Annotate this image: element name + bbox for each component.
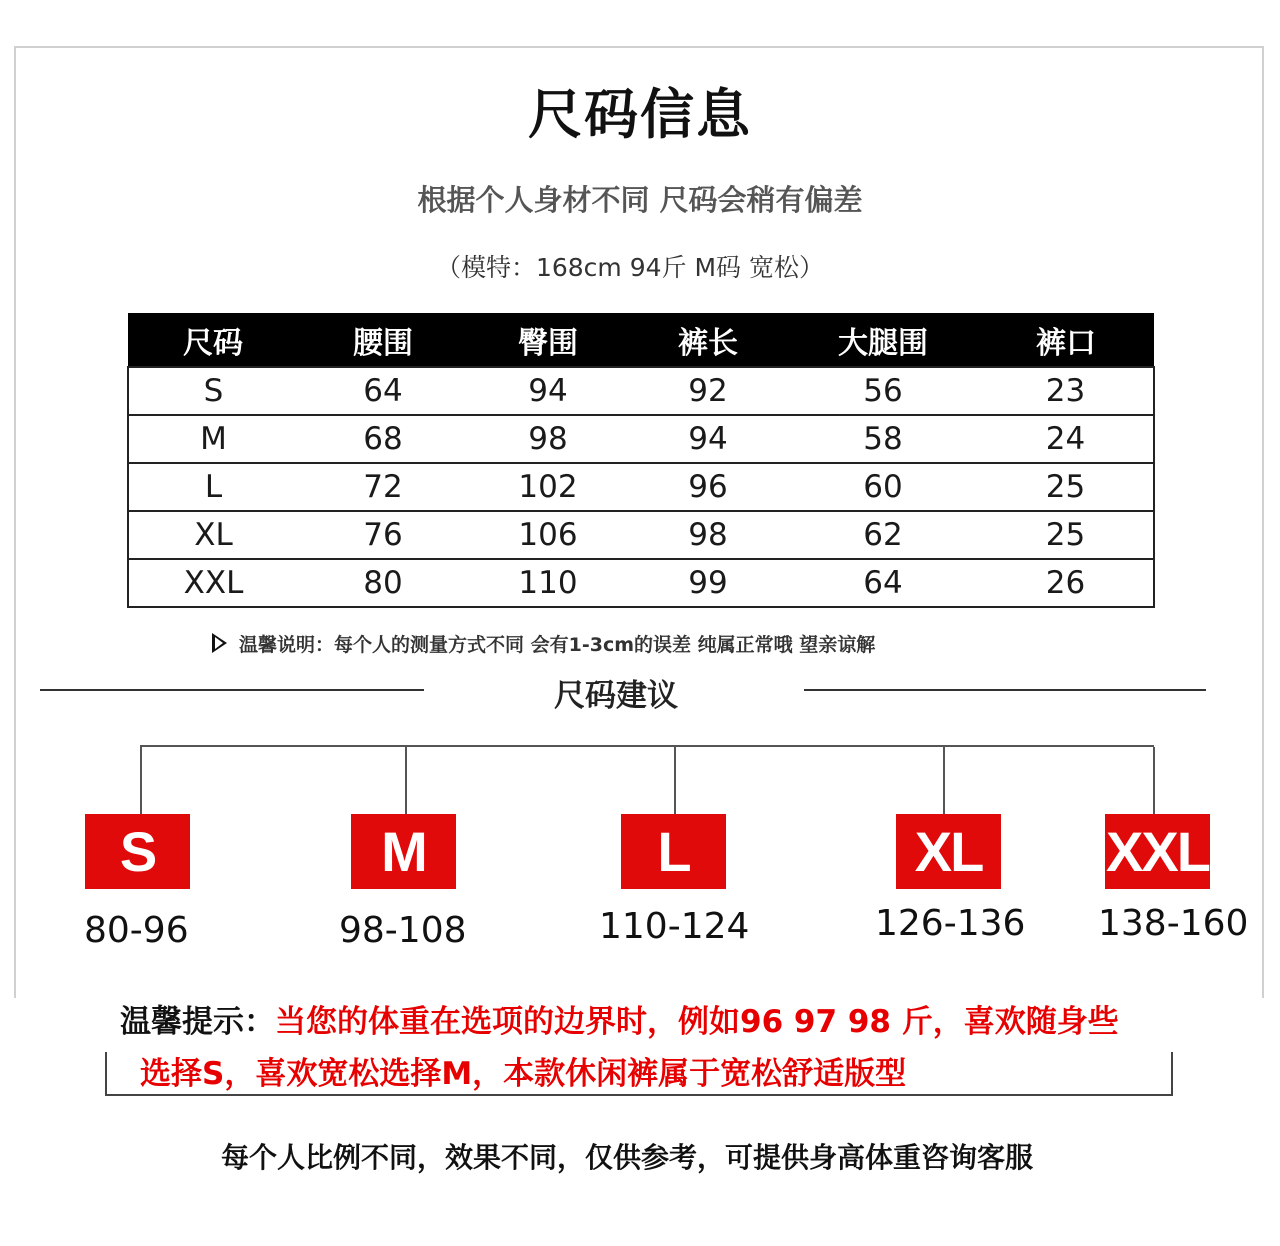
table-cell: 102 bbox=[468, 463, 628, 511]
table-cell: 64 bbox=[298, 367, 468, 415]
page-title: 尺码信息 bbox=[528, 83, 752, 146]
table-cell: 58 bbox=[788, 415, 978, 463]
table-cell: 25 bbox=[978, 463, 1154, 511]
table-header-row bbox=[128, 313, 1154, 367]
table-row bbox=[128, 559, 1154, 607]
size-badge-xxl: XXL bbox=[1105, 814, 1210, 889]
table-cell: 62 bbox=[788, 511, 978, 559]
table-row bbox=[128, 463, 1154, 511]
model-info: （模特：168cm 94斤 M码 宽松） bbox=[435, 253, 825, 282]
advice-section-title: 尺码建议 bbox=[554, 678, 678, 714]
size-connector-line bbox=[140, 747, 142, 815]
table-cell: 80 bbox=[298, 559, 468, 607]
size-connector-line bbox=[1153, 747, 1155, 815]
table-cell: L bbox=[128, 463, 298, 511]
column-header-thigh: 大腿围 bbox=[788, 313, 978, 367]
page-subtitle: 根据个人身材不同 尺码会稍有偏差 bbox=[417, 183, 863, 217]
table-row bbox=[128, 511, 1154, 559]
weight-range-s: 80-96 bbox=[84, 910, 189, 951]
table-cell: 26 bbox=[978, 559, 1154, 607]
table-cell: 92 bbox=[628, 367, 788, 415]
size-connector-line bbox=[943, 747, 945, 815]
table-cell: 24 bbox=[978, 415, 1154, 463]
table-cell: 106 bbox=[468, 511, 628, 559]
play-triangle-icon bbox=[212, 633, 227, 653]
table-cell: 94 bbox=[628, 415, 788, 463]
table-row bbox=[128, 415, 1154, 463]
size-connector-line bbox=[674, 747, 676, 815]
table-cell: 96 bbox=[628, 463, 788, 511]
weight-range-m: 98-108 bbox=[339, 910, 467, 951]
table-cell: 99 bbox=[628, 559, 788, 607]
table-cell: 72 bbox=[298, 463, 468, 511]
table-cell: 56 bbox=[788, 367, 978, 415]
table-cell: 25 bbox=[978, 511, 1154, 559]
weight-range-xxl: 138-160 bbox=[1098, 903, 1249, 944]
tip-line-1: 当您的体重在选项的边界时，例如96 97 98 斤，喜欢随身些 bbox=[275, 1004, 1119, 1040]
size-badge-xl: XL bbox=[896, 814, 1001, 889]
size-badge-m: M bbox=[351, 814, 456, 889]
table-cell: XXL bbox=[128, 559, 298, 607]
table-cell: XL bbox=[128, 511, 298, 559]
table-cell: 23 bbox=[978, 367, 1154, 415]
column-header-size: 尺码 bbox=[128, 313, 298, 367]
table-cell: 98 bbox=[468, 415, 628, 463]
table-cell: 68 bbox=[298, 415, 468, 463]
table-cell: M bbox=[128, 415, 298, 463]
note-text: 温馨说明：每个人的测量方式不同 会有1-3cm的误差 纯属正常哦 望亲谅解 bbox=[239, 634, 876, 656]
table-cell: 94 bbox=[468, 367, 628, 415]
weight-range-l: 110-124 bbox=[599, 906, 750, 947]
table-cell: 60 bbox=[788, 463, 978, 511]
footer-disclaimer: 每个人比例不同，效果不同，仅供参考，可提供身高体重咨询客服 bbox=[220, 1141, 1033, 1174]
measurement-note bbox=[212, 630, 875, 657]
size-connector-line bbox=[405, 747, 407, 815]
size-table bbox=[127, 313, 1155, 608]
table-row bbox=[128, 367, 1154, 415]
table-cell: 64 bbox=[788, 559, 978, 607]
column-header-length: 裤长 bbox=[628, 313, 788, 367]
column-header-hip: 臀围 bbox=[468, 313, 628, 367]
column-header-hem: 裤口 bbox=[978, 313, 1154, 367]
table-cell: 76 bbox=[298, 511, 468, 559]
size-connector-bar bbox=[140, 745, 1154, 817]
weight-range-xl: 126-136 bbox=[875, 903, 1026, 944]
column-header-waist: 腰围 bbox=[298, 313, 468, 367]
table-cell: 98 bbox=[628, 511, 788, 559]
size-badge-l: L bbox=[621, 814, 726, 889]
size-badge-s: S bbox=[85, 814, 190, 889]
table-cell: S bbox=[128, 367, 298, 415]
tip-label: 温馨提示： bbox=[120, 1004, 275, 1040]
tip-line-2: 选择S，喜欢宽松选择M，本款休闲裤属于宽松舒适版型 bbox=[140, 1056, 907, 1092]
size-tip bbox=[120, 996, 1119, 1041]
table-cell: 110 bbox=[468, 559, 628, 607]
